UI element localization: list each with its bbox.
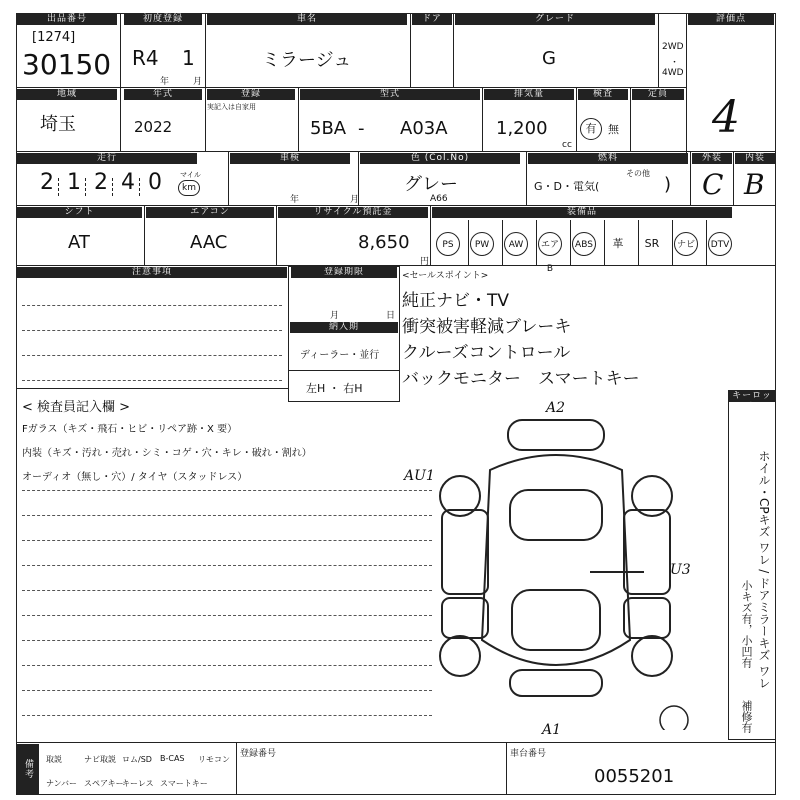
key-header: キーロック — [729, 391, 775, 402]
steering-value: 左H ・ 右H — [306, 382, 363, 395]
displacement-value: 1,200 — [496, 118, 548, 139]
first-reg-month: 1 — [182, 46, 195, 70]
month-mark: 月 — [193, 77, 203, 87]
bottom-item: ロム/SD — [122, 755, 152, 764]
header-inspection: 検査 — [578, 89, 628, 100]
header-grade: グレード — [455, 14, 655, 25]
inspection-no: 無 — [608, 123, 619, 136]
equipment-item: 革 — [612, 237, 624, 250]
model-prefix: 5BA — [310, 118, 347, 139]
sales-header: <セールスポイント> — [402, 271, 489, 281]
sales-point: 衝突被害軽減ブレーキ — [402, 317, 572, 337]
lot-number: 30150 — [22, 48, 112, 81]
sales-point: クルーズコントロール — [402, 343, 571, 363]
header-capacity: 定員 — [632, 89, 684, 100]
equipment-item: AW — [504, 232, 528, 256]
fuel-value: G・D・電気( — [534, 180, 600, 193]
mileage-digit: 0 — [148, 170, 162, 195]
header-lot: 出品番号 — [17, 14, 117, 25]
frame-number: 0055201 — [594, 766, 675, 787]
fuel-close: ) — [664, 174, 672, 195]
side-note-main: ホイル・CPキズ ワレ / ドアミラーキズ ワレ — [757, 450, 771, 689]
header-first-reg: 初度登録 — [124, 14, 202, 25]
damage-mark-a1: A1 — [542, 722, 562, 738]
drive-4wd: 4WD — [662, 68, 684, 78]
exterior-grade: C — [702, 168, 724, 201]
bottom-item: リモコン — [198, 755, 230, 764]
equipment-item: ABS — [572, 232, 596, 256]
bottom-item: キーレス — [122, 779, 154, 788]
reg-note: 実記入は自家用 — [207, 103, 256, 111]
header-door: ドア — [412, 14, 452, 25]
header-mileage: 走行 — [17, 153, 197, 164]
recycle-unit: 円 — [420, 257, 430, 267]
inspector-header: < 検査員記入欄 > — [22, 400, 131, 415]
mileage-digit: 4 — [121, 170, 135, 195]
equipment-item: PW — [470, 232, 494, 256]
damage-mark-a2: A2 — [546, 400, 566, 416]
drive-dot: ・ — [670, 58, 680, 68]
header-region: 地域 — [17, 89, 117, 100]
bottom-item: ナビ取説 — [84, 755, 116, 764]
mileage-digit: 2 — [40, 170, 54, 195]
color-value: グレー — [404, 174, 458, 195]
car-diagram — [430, 400, 690, 730]
score-value: 4 — [712, 92, 740, 143]
handover-label: 納入期 — [290, 322, 398, 333]
inspection-yes: 有 — [580, 118, 602, 140]
header-fuel: 燃料 — [528, 153, 688, 164]
grade-value: G — [542, 48, 556, 69]
body-month-mark: 月 — [350, 195, 360, 205]
header-deadline: 登録期限 — [291, 267, 397, 278]
bottom-left-header: 備考 — [17, 744, 39, 794]
header-model-code: 型式 — [300, 89, 480, 100]
side-note-2: 小キズ有，小凹有 — [740, 580, 753, 668]
header-shift: シフト — [17, 207, 142, 218]
mileage-digit: 2 — [94, 170, 108, 195]
shift-value: AT — [68, 232, 90, 253]
mileage-unit-mile: マイル — [180, 171, 201, 179]
inspector-line: 内装（キズ・汚れ・売れ・シミ・コゲ・穴・キレ・破れ・割れ） — [22, 448, 312, 459]
sales-point: 純正ナビ・TV — [402, 291, 510, 311]
model-name: ミラージュ — [262, 50, 352, 71]
interior-grade: B — [744, 168, 765, 201]
body-year-mark: 年 — [290, 195, 300, 205]
reg-no-label: 登録番号 — [240, 749, 277, 759]
header-score: 評価点 — [688, 14, 774, 25]
header-model: 車名 — [207, 14, 407, 25]
sales-point: バックモニター スマートキー — [402, 369, 640, 389]
header-body: 車検 — [230, 153, 350, 164]
header-year: 年式 — [124, 89, 202, 100]
header-exterior: 外装 — [692, 153, 732, 164]
side-note-3: 補修有 — [740, 700, 753, 733]
dealer-value: ディーラー・並行 — [300, 350, 380, 361]
aircon-value: AAC — [190, 232, 228, 253]
equipment-item: SR — [644, 237, 660, 250]
bottom-item: 取説 — [46, 755, 62, 764]
recycle-fee: 8,650 — [358, 232, 410, 253]
damage-mark-au1: AU1 — [404, 468, 435, 484]
region-value: 埼玉 — [40, 114, 76, 135]
bottom-item: ナンバー — [46, 779, 78, 788]
header-notes: 注意事項 — [17, 267, 287, 278]
header-interior: 内装 — [735, 153, 775, 164]
year-value: 2022 — [134, 118, 173, 136]
damage-mark-u3: U3 — [670, 562, 691, 578]
bottom-item: B-CAS — [160, 754, 185, 763]
header-equipment: 装備品 — [432, 207, 732, 218]
deadline-month: 月 — [330, 311, 340, 321]
fuel-other: その他 — [626, 169, 650, 178]
displacement-unit: cc — [562, 140, 572, 150]
inspector-line: Fガラス（キズ・飛石・ヒビ・リペア跡・X 要） — [22, 424, 238, 435]
header-recycle: リサイクル預託金 — [278, 207, 428, 218]
equipment-item: PS — [436, 232, 460, 256]
color-code: A66 — [430, 194, 448, 204]
header-displacement: 排気量 — [484, 89, 574, 100]
inspector-line: オーディオ（無し・穴）/ タイヤ（スタッドレス） — [22, 472, 248, 483]
auction-code: [1274] — [32, 30, 76, 45]
frame-no-label: 車台番号 — [510, 749, 547, 759]
equipment-item: ナビ — [674, 232, 698, 256]
mileage-digit: 1 — [67, 170, 81, 195]
drive-2wd: 2WD — [662, 42, 684, 52]
equipment-item: DTV — [708, 232, 732, 256]
model-code: A03A — [400, 118, 448, 139]
bottom-item: スペアキー — [84, 779, 124, 788]
equipment-item: エアB — [538, 232, 562, 256]
deadline-day: 日 — [386, 311, 396, 321]
model-dash: - — [358, 118, 365, 139]
bottom-item: スマートキー — [160, 779, 208, 788]
header-aircon: エアコン — [146, 207, 274, 218]
year-mark: 年 — [160, 77, 170, 87]
header-color: 色 (Col.No) — [360, 153, 520, 164]
mileage-unit-km: km — [178, 180, 200, 196]
header-registration: 登録 — [207, 89, 295, 100]
first-reg-era: R4 — [132, 46, 159, 70]
